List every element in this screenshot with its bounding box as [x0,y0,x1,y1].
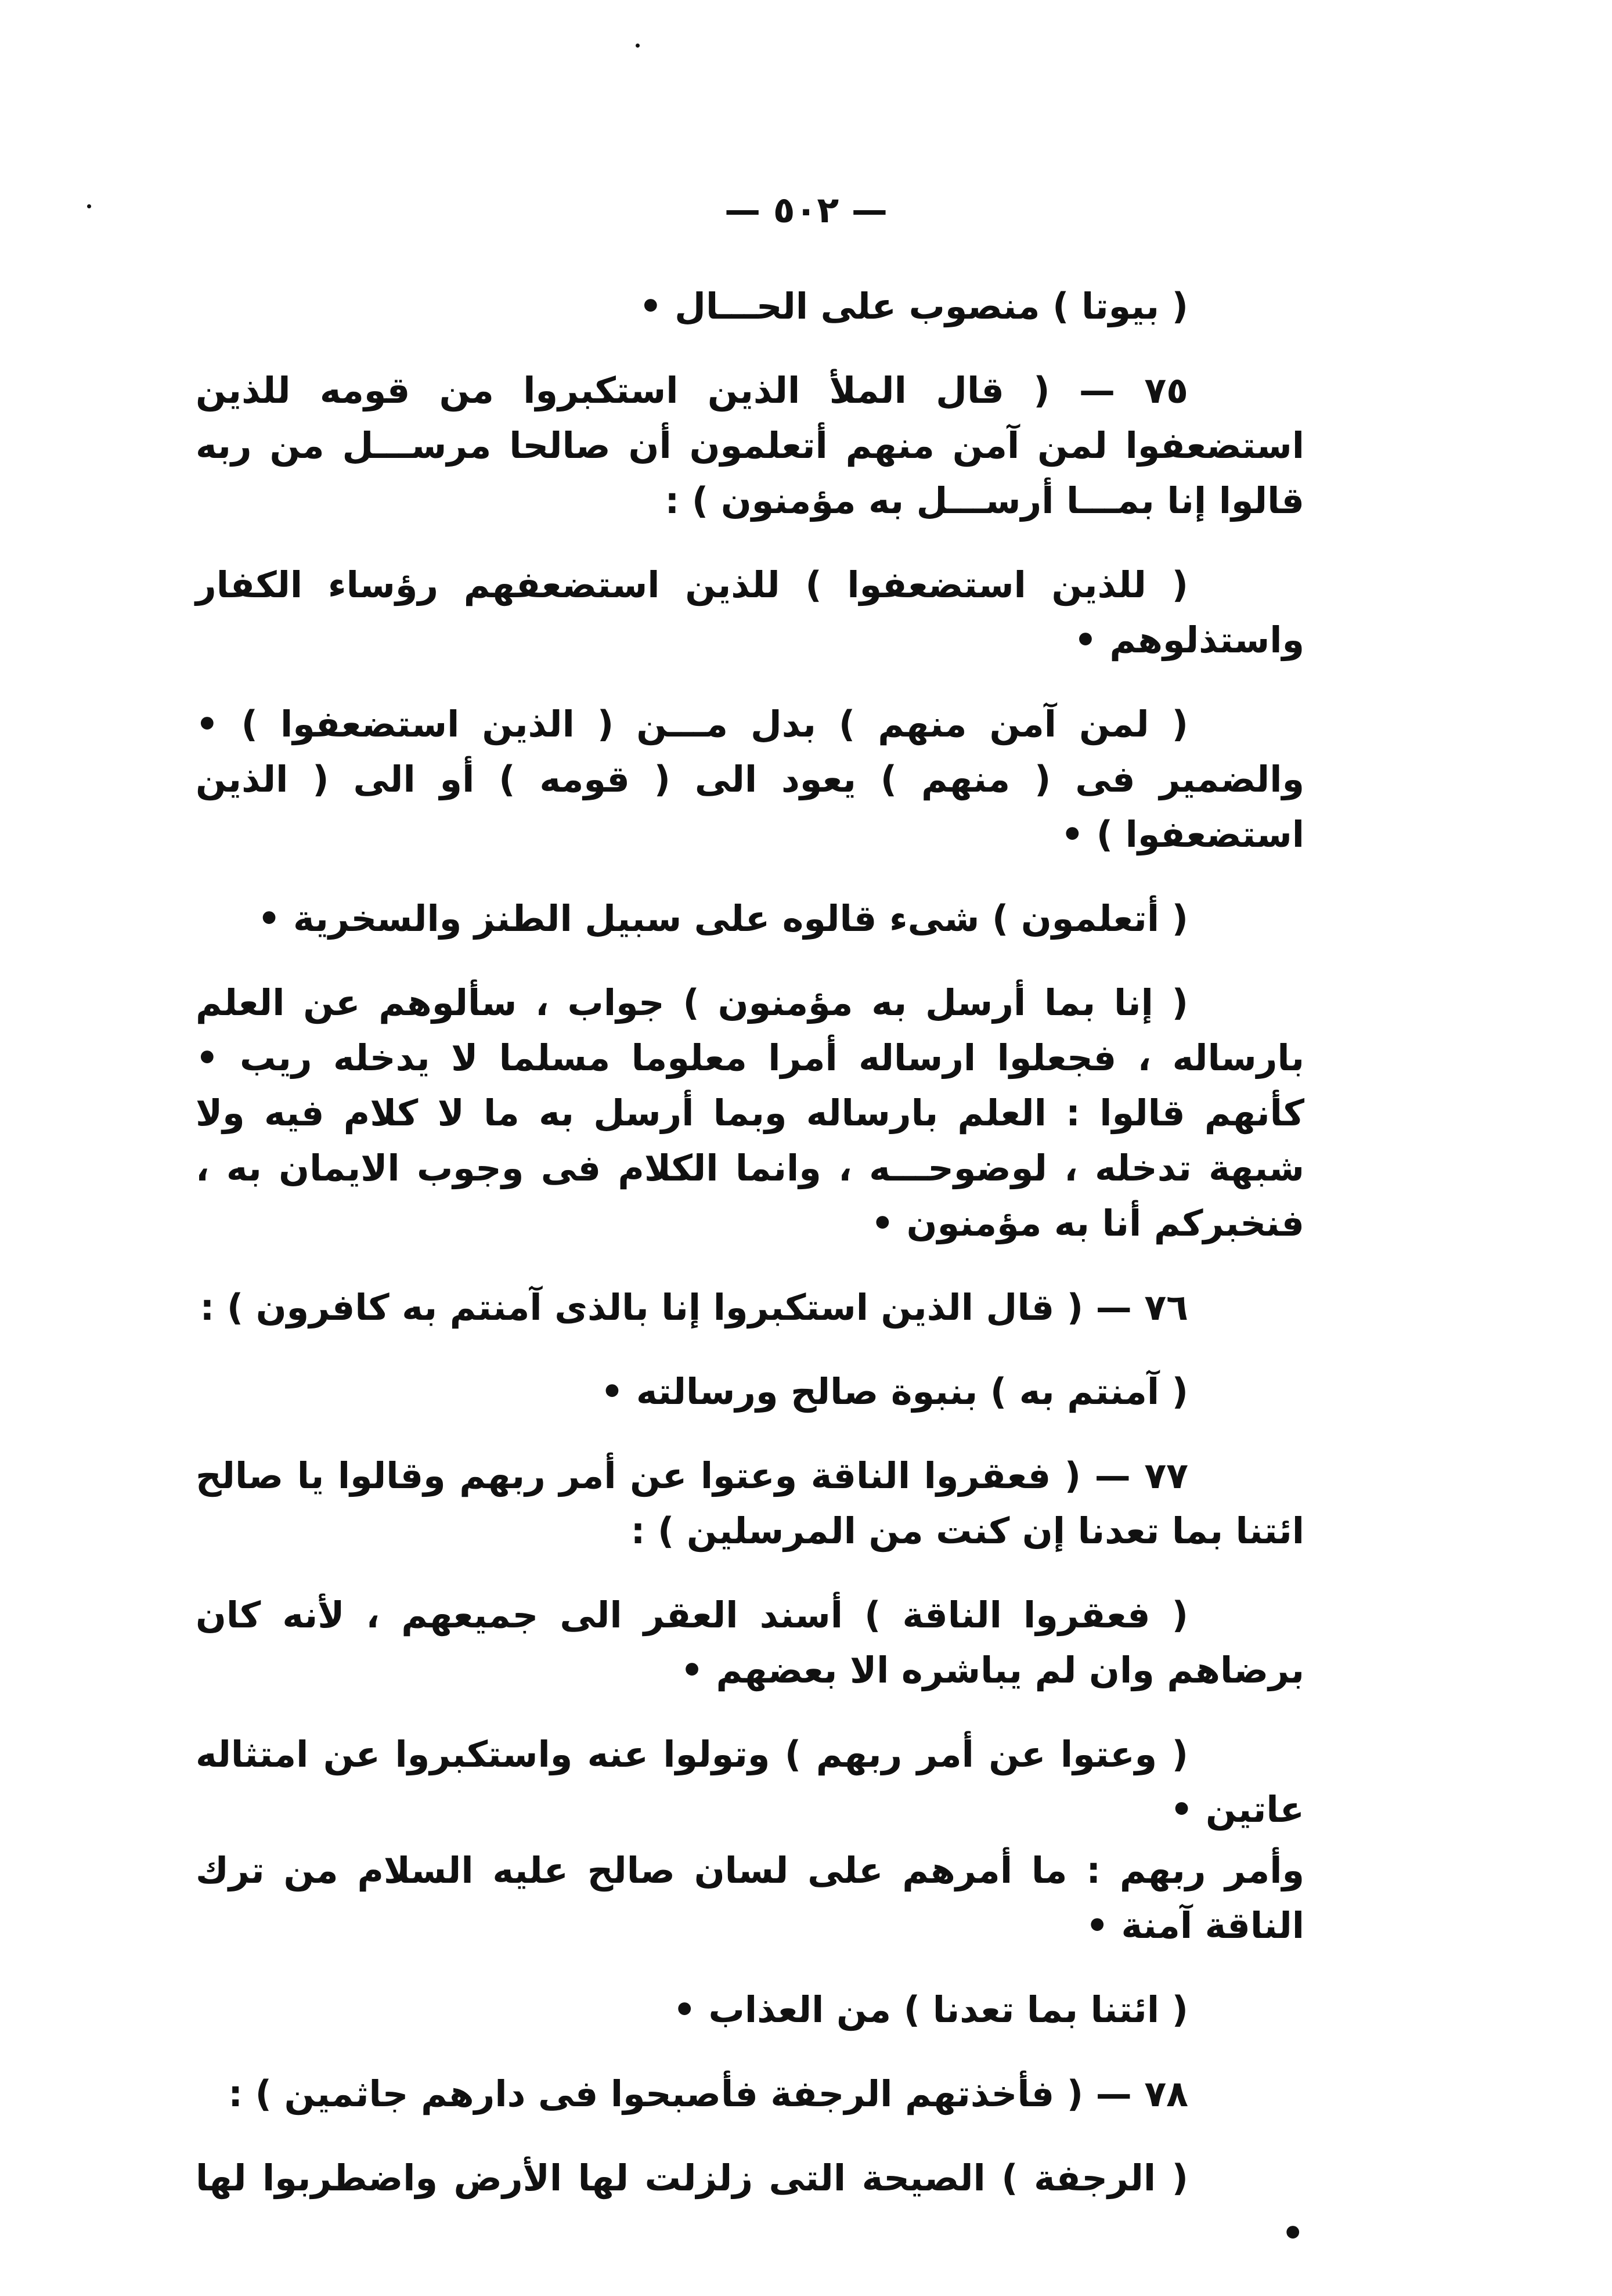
paragraph: وأمر ربهم : ما أمرهم على لسان صالح عليه السلام من ترك الناقة آمنة • [196,1849,1304,1947]
page-number: — ٥٠٢ — [724,189,888,231]
verse-heading: ٧٥ — ( قال الملأ الذين استكبروا من قومه للذين استضعفوا لمن آمن منهم أتعلمون أن صالحا مرســـل من ربه قالوا إنا بمـــا أرســـل به مؤمنون ) : [196,369,1304,522]
paragraph: ( فعقروا الناقة ) أسند العقر الى جميعهم ، لأنه كان برضاهم وان لم يباشره الا بعضهم • [196,1594,1304,1691]
paragraph: ( أتعلمون ) شىء قالوه على سبيل الطنز والسخرية • [257,897,1188,940]
verse-heading: ٧٧ — ( فعقروا الناقة وعتوا عن أمر ربهم وقالوا يا صالح ائتنا بما تعدنا إن كنت من المرسلين ) : [196,1454,1304,1552]
verse-heading: ٧٦ — ( قال الذين استكبروا إنا بالذى آمنتم به كافرون ) : [200,1286,1188,1328]
paragraph: ( للذين استضعفوا ) للذين استضعفهم رؤساء الكفار واستذلوهم • [196,564,1304,661]
scan-speck [636,44,640,48]
paragraph: ( لمن آمن منهم ) بدل مـــن ( الذين استضعفوا ) • والضمير فى ( منهم ) يعود الى ( قومه ) أو الى ( الذين استضعفوا ) • [196,703,1304,855]
paragraph: ( بيوتا ) منصوب على الحـــال • [639,285,1188,327]
paragraph: ( ائتنا بما تعدنا ) من العذاب • [673,1988,1188,2031]
page-body [196,279,1304,2290]
paragraph: ( وعتوا عن أمر ربهم ) وتولوا عنه واستكبروا عن امتثاله عاتين • [196,1733,1304,1831]
paragraph: ( الرجفة ) الصيحة التى زلزلت لها الأرض واضطربوا لها • [196,2157,1304,2254]
paragraph: ( آمنتم به ) بنبوة صالح ورسالته • [600,1370,1188,1413]
verse-heading: ٧٨ — ( فأخذتهم الرجفة فأصبحوا فى دارهم جاثمين ) : [228,2073,1188,2115]
paragraph: ( إنا بما أرسل به مؤمنون ) جواب ، سألوهم عن العلم بارساله ، فجعلوا ارساله أمرا معلوما مسلما لا يدخله ريب • كأنهم قالوا : العلم بارساله وبما أرسل به ما لا كلام فيه ولا شبهة تدخله ، لوضوحـــه ، وانما الكلام فى وجوب الايمان به ، فنخبركم أنا به مؤمنون • [196,981,1304,1244]
